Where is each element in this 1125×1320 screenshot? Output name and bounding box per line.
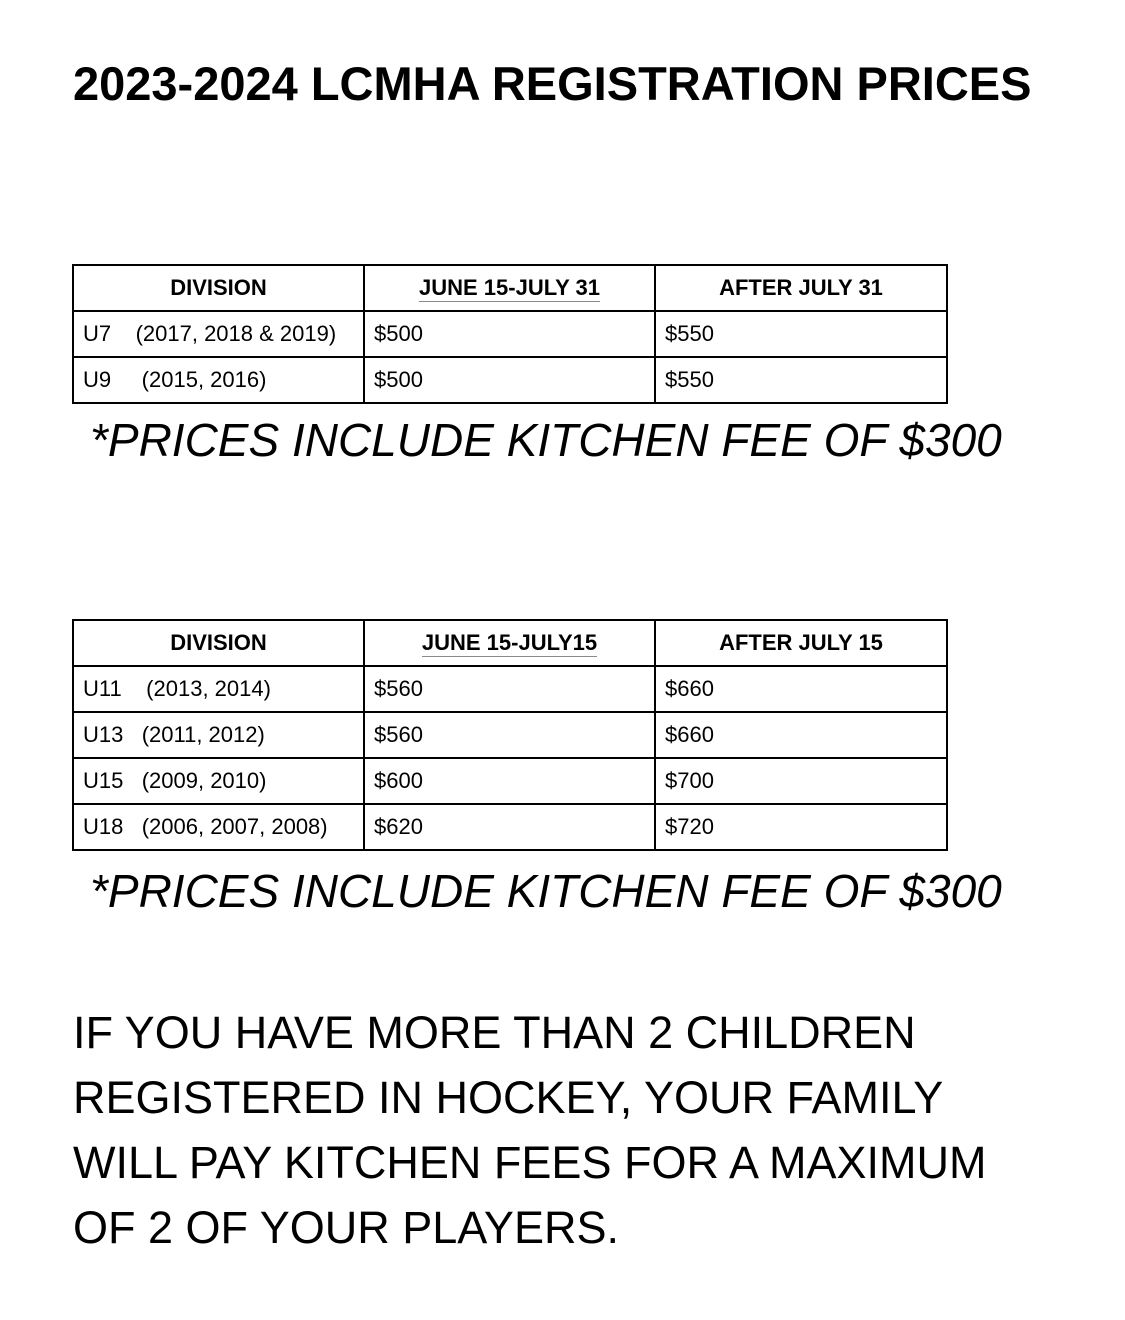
late-price-cell: $660 (655, 712, 947, 758)
early-price-cell: $560 (364, 666, 655, 712)
division-header: DIVISION (73, 265, 364, 311)
policy-line: OF 2 OF YOUR PLAYERS. (73, 1202, 619, 1253)
late-price-cell: $700 (655, 758, 947, 804)
table-row (73, 758, 947, 804)
early-period-header (364, 265, 655, 311)
kitchen-fee-note: *PRICES INCLUDE KITCHEN FEE OF $300 (90, 865, 1002, 917)
late-price-cell: $550 (655, 357, 947, 403)
division-cell: U7 (2017, 2018 & 2019) (73, 311, 364, 357)
early-period-header (364, 620, 655, 666)
table-header-row (73, 620, 947, 666)
late-period-header: AFTER JULY 31 (655, 265, 947, 311)
division-cell: U9 (2015, 2016) (73, 357, 364, 403)
table-row (73, 712, 947, 758)
table-row (73, 357, 947, 403)
early-price-cell: $600 (364, 758, 655, 804)
late-period-header: AFTER JULY 15 (655, 620, 947, 666)
table-row (73, 804, 947, 850)
early-price-cell: $620 (364, 804, 655, 850)
early-price-cell: $500 (364, 311, 655, 357)
early-price-cell: $500 (364, 357, 655, 403)
price-table-older-divisions (72, 619, 948, 851)
page-title: 2023-2024 LCMHA REGISTRATION PRICES (73, 57, 1032, 110)
kitchen-fee-note: *PRICES INCLUDE KITCHEN FEE OF $300 (90, 414, 1002, 466)
table-row (73, 666, 947, 712)
division-header: DIVISION (73, 620, 364, 666)
table-row (73, 311, 947, 357)
division-cell: U18 (2006, 2007, 2008) (73, 804, 364, 850)
division-cell: U15 (2009, 2010) (73, 758, 364, 804)
early-period-header-label: JUNE 15-JULY 31 (419, 275, 600, 300)
price-table-early-registration (72, 264, 948, 404)
division-cell: U13 (2011, 2012) (73, 712, 364, 758)
late-price-cell: $720 (655, 804, 947, 850)
division-cell: U11 (2013, 2014) (73, 666, 364, 712)
policy-line: REGISTERED IN HOCKEY, YOUR FAMILY (73, 1072, 944, 1123)
table-header-row (73, 265, 947, 311)
family-kitchen-fee-policy (73, 1000, 1073, 1260)
early-period-header-label: JUNE 15-JULY15 (421, 630, 598, 655)
policy-line: WILL PAY KITCHEN FEES FOR A MAXIMUM (73, 1137, 987, 1188)
early-price-cell: $560 (364, 712, 655, 758)
policy-line: IF YOU HAVE MORE THAN 2 CHILDREN (73, 1007, 916, 1058)
late-price-cell: $550 (655, 311, 947, 357)
late-price-cell: $660 (655, 666, 947, 712)
